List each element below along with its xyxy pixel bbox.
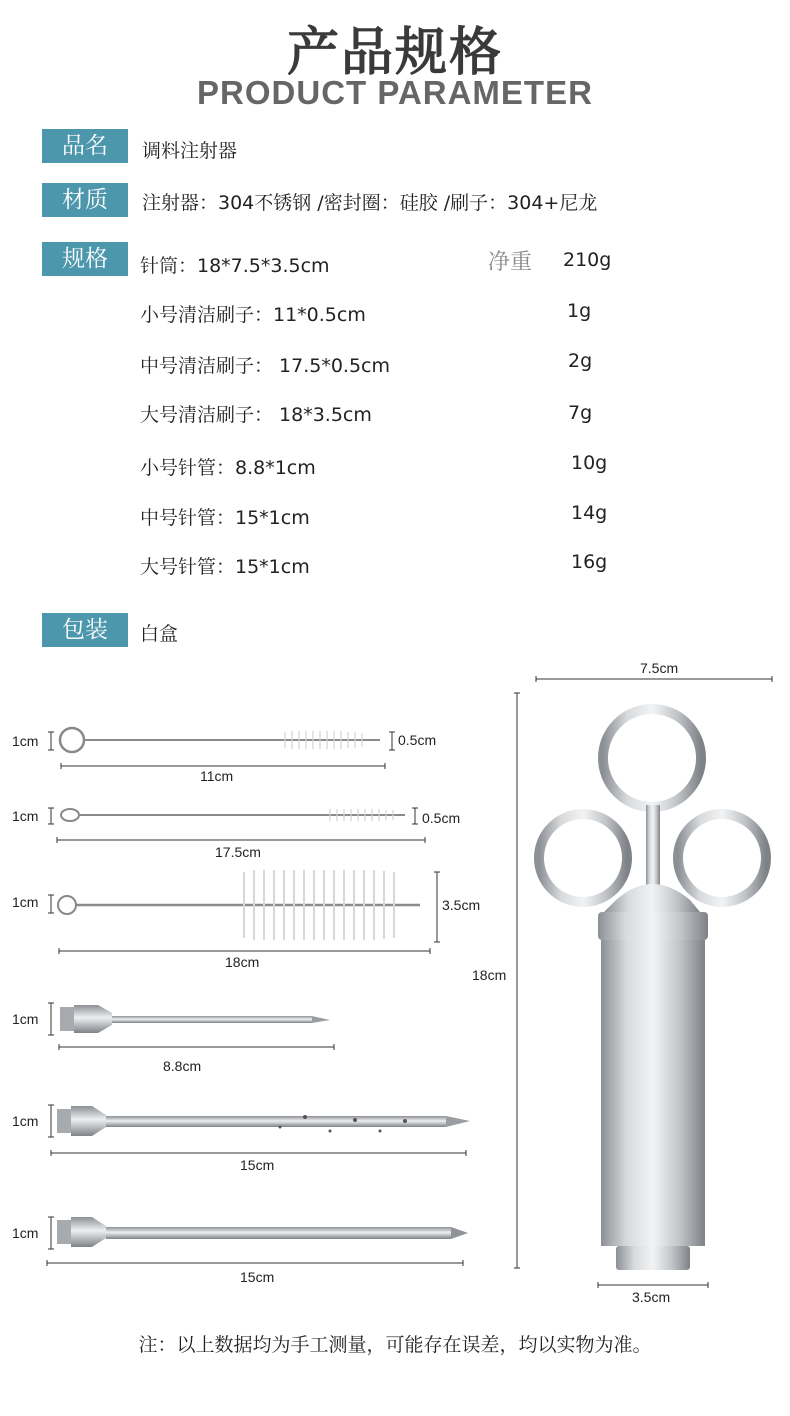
- dim-label: 17.5cm: [215, 844, 261, 860]
- dim-label: 18cm: [225, 954, 260, 970]
- spec-item-name: 小号清洁刷子：11*0.5cm: [140, 304, 366, 326]
- footer-note: 注：以上数据均为手工测量，可能存在误差，均以实物为准。: [138, 1334, 652, 1356]
- spec-item-name: 中号针管：15*1cm: [140, 507, 310, 529]
- dim-label: 1cm: [12, 733, 39, 749]
- dim-label: 1cm: [12, 1225, 39, 1241]
- large-needle: [57, 1217, 468, 1247]
- dim-label: 1cm: [12, 1011, 39, 1027]
- dim-label: 0.5cm: [398, 732, 437, 748]
- medium-needle: [57, 1106, 470, 1136]
- spec-item-name: 中号清洁刷子： 17.5*0.5cm: [140, 355, 391, 377]
- dim-label: 15cm: [240, 1157, 275, 1173]
- spec-item-weight: 210g: [563, 249, 612, 271]
- spec-item-name: 小号针管：8.8*1cm: [140, 457, 316, 479]
- dim-label: 1cm: [12, 894, 39, 910]
- net-weight-label: 净重: [488, 250, 533, 275]
- small-needle: [60, 1005, 330, 1033]
- name-value: 调料注射器: [142, 140, 238, 162]
- spec-item-weight: 10g: [571, 452, 608, 474]
- material-value: 注射器：304不锈钢 /密封圈：硅胶 /刷子：304+尼龙: [142, 192, 598, 214]
- page-title: 产品规格: [286, 23, 503, 83]
- syringe-injector: [539, 709, 766, 1270]
- dim-label: 8.8cm: [163, 1058, 202, 1074]
- spec-item-name: 大号清洁刷子： 18*3.5cm: [140, 404, 372, 426]
- spec-item-weight: 7g: [568, 402, 593, 424]
- spec-item-name: 针筒：18*7.5*3.5cm: [140, 255, 330, 277]
- dim-label: 18cm: [472, 967, 507, 983]
- material-label: 材质: [42, 183, 128, 217]
- dim-label: 0.5cm: [422, 810, 461, 826]
- small-brush: [60, 728, 380, 752]
- spec-item-weight: 1g: [567, 300, 592, 322]
- package-label: 包装: [42, 613, 128, 647]
- dim-label: 3.5cm: [632, 1289, 671, 1305]
- name-label: 品名: [42, 129, 128, 163]
- page-subtitle: PRODUCT PARAMETER: [197, 74, 593, 111]
- dim-label: 11cm: [200, 768, 234, 784]
- dim-label: 15cm: [240, 1269, 275, 1285]
- dim-label: 1cm: [12, 1113, 39, 1129]
- dim-label: 7.5cm: [640, 660, 679, 676]
- spec-item-name: 大号针管：15*1cm: [140, 556, 310, 578]
- package-value: 白盒: [140, 623, 179, 645]
- large-brush: [58, 870, 420, 940]
- dim-label: 3.5cm: [442, 897, 481, 913]
- medium-brush: [61, 809, 405, 821]
- spec-item-weight: 14g: [571, 502, 608, 524]
- spec-item-weight: 16g: [571, 551, 608, 573]
- dim-label: 1cm: [12, 808, 39, 824]
- spec-label: 规格: [42, 242, 128, 276]
- spec-item-weight: 2g: [568, 350, 593, 372]
